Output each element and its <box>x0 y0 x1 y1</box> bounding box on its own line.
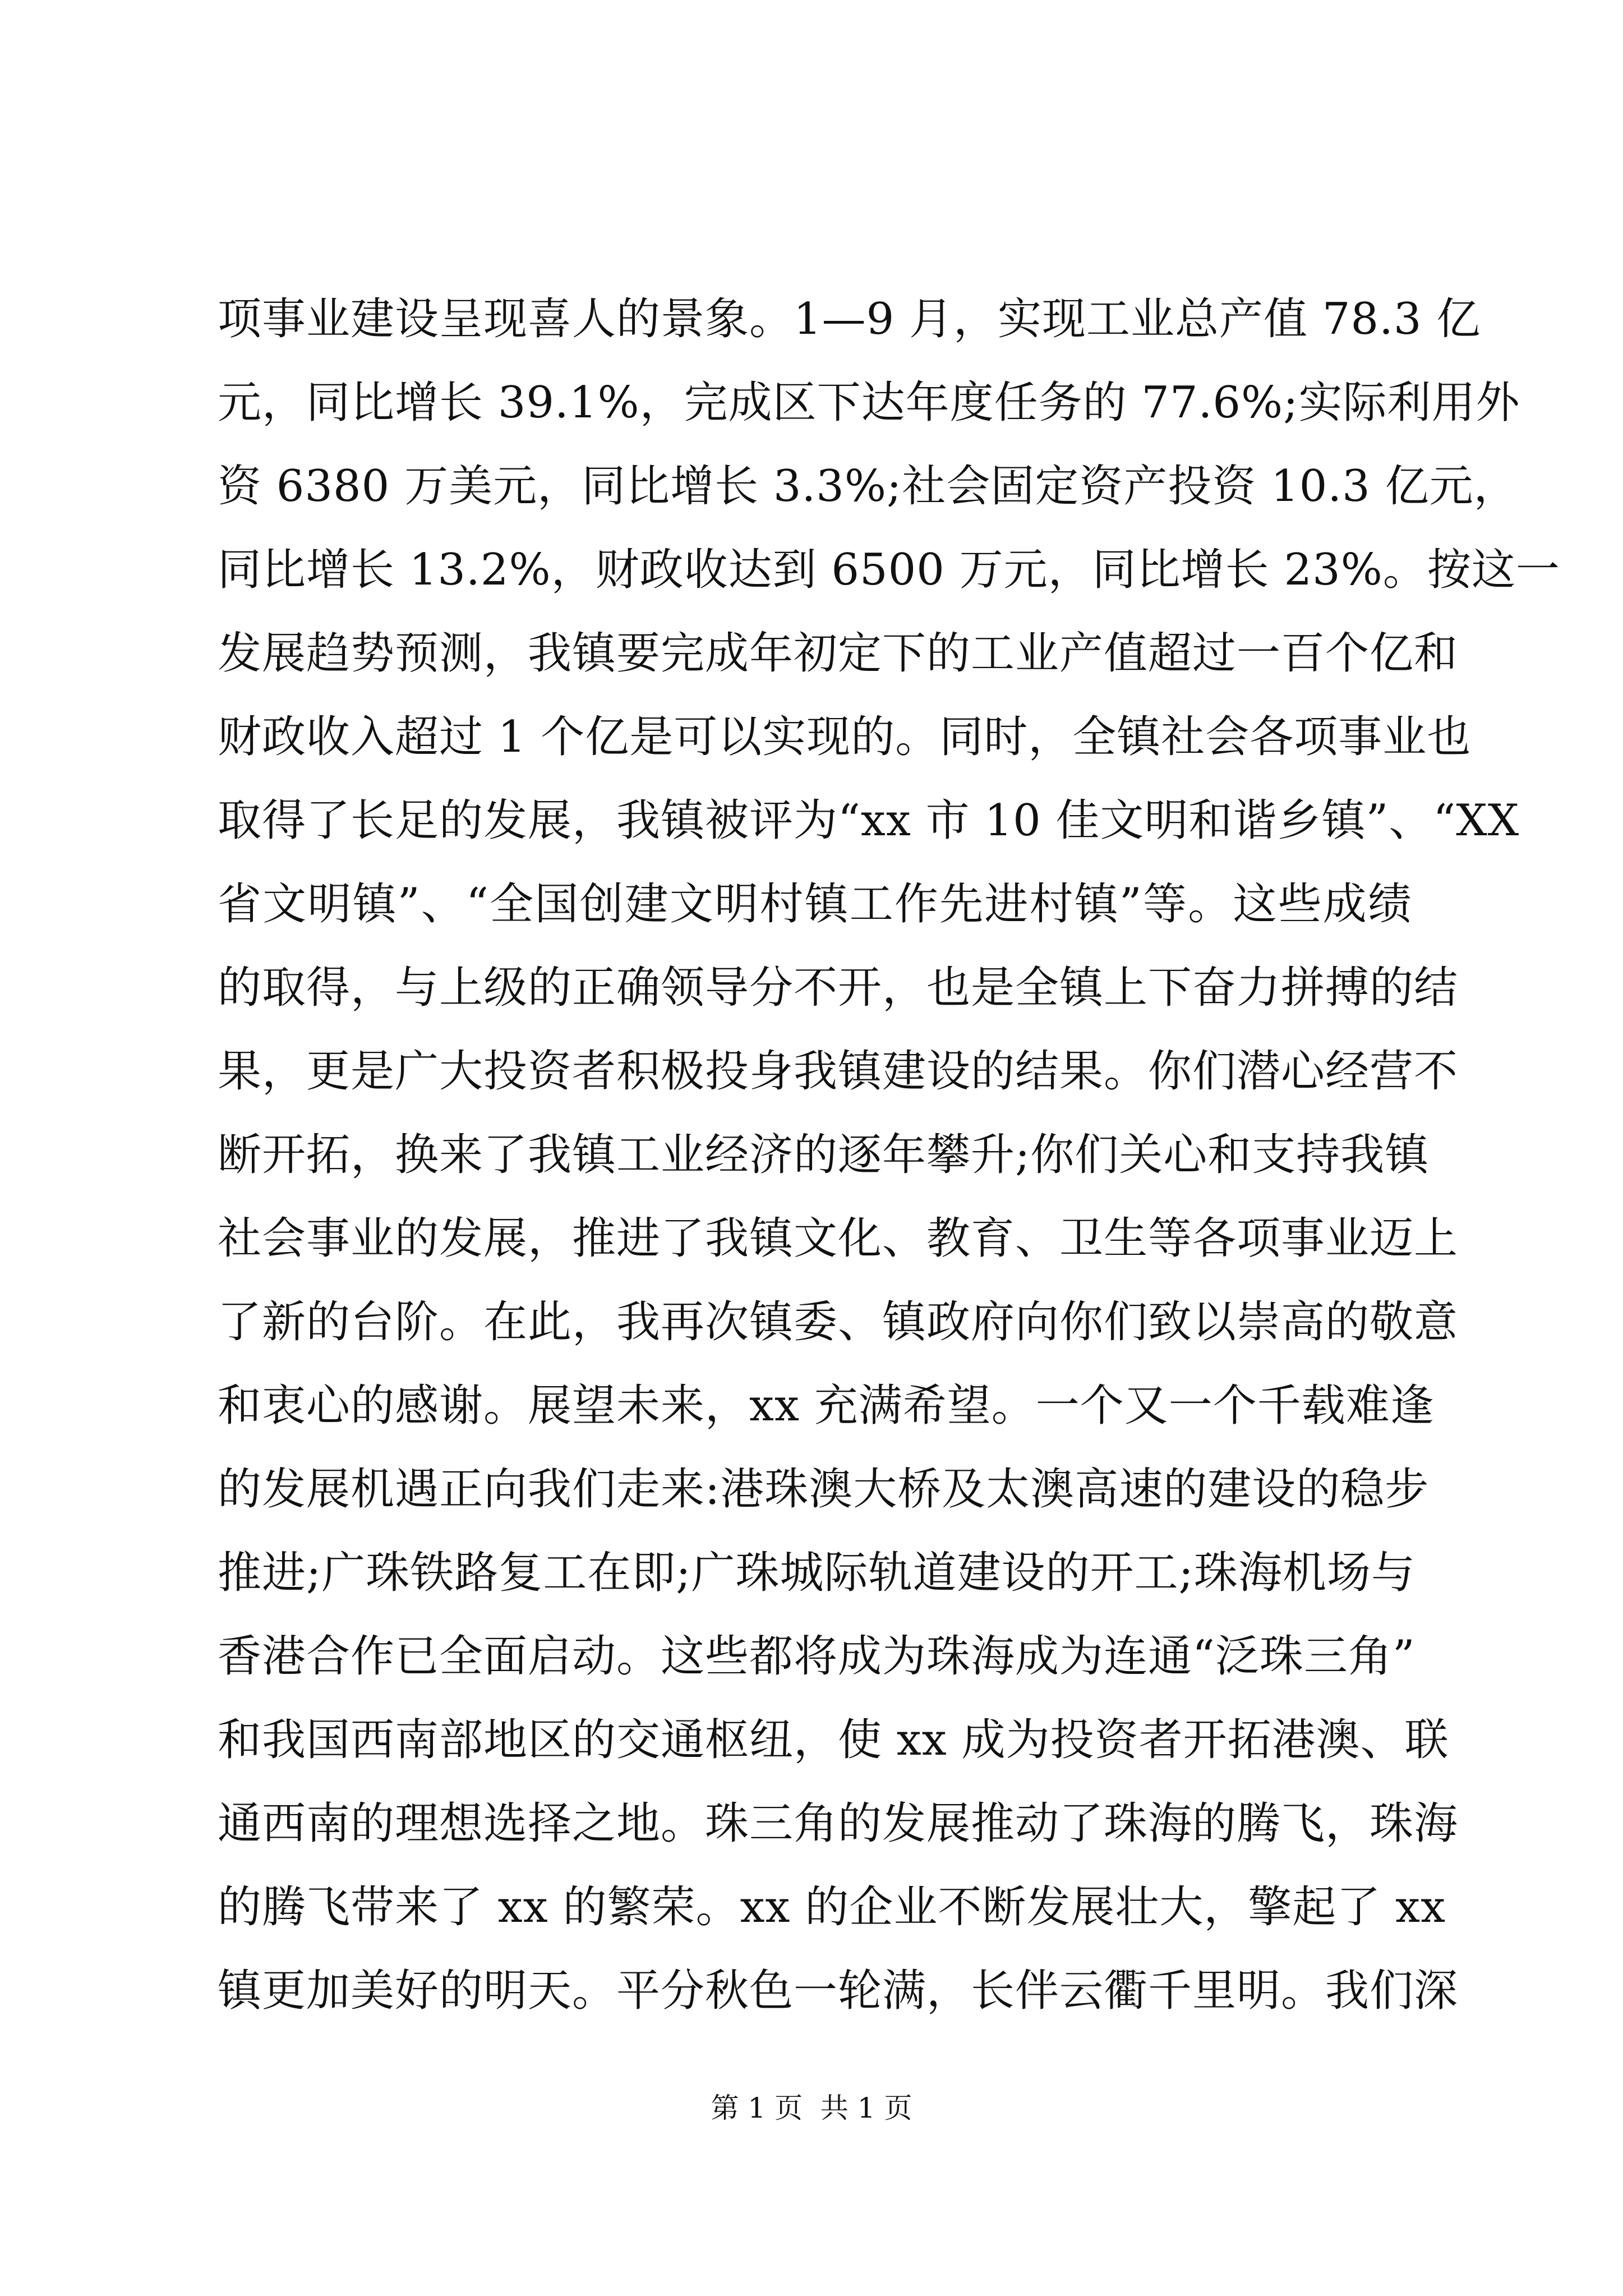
page-footer: 第 1 页 共 1 页 <box>711 2092 912 2124</box>
text-line: 断开拓，换来了我镇工业经济的逐年攀升;你们关心和支持我镇 <box>218 1130 1430 1180</box>
text-line: 社会事业的发展，推进了我镇文化、教育、卫生等各项事业迈上 <box>218 1213 1459 1264</box>
text-line: 香港合作已全面启动。这些都将成为珠海成为连通“泛珠三角” <box>218 1631 1415 1682</box>
text-line: 项事业建设呈现喜人的景象。1—9 月，实现工业总产值 78.3 亿 <box>218 294 1481 344</box>
text-line: 通西南的理想选择之地。珠三角的发展推动了珠海的腾飞，珠海 <box>218 1798 1459 1849</box>
text-line: 资 6380 万美元，同比增长 3.3%;社会固定资产投资 10.3 亿元， <box>218 461 1518 512</box>
text-line: 了新的台阶。在此，我再次镇委、镇政府向你们致以崇高的敬意 <box>218 1297 1459 1347</box>
text-line: 果，更是广大投资者积极投身我镇建设的结果。你们潜心经营不 <box>218 1046 1459 1097</box>
body-text <box>218 278 1560 2033</box>
text-line: 同比增长 13.2%，财政收达到 6500 万元，同比增长 23%。按这一 <box>218 545 1560 595</box>
text-line: 的发展机遇正向我们走来:港珠澳大桥及太澳高速的建设的稳步 <box>218 1464 1430 1515</box>
text-line: 的取得，与上级的正确领导分不开，也是全镇上下奋力拼搏的结 <box>218 963 1459 1013</box>
text-line: 推进;广珠铁路复工在即;广珠城际轨道建设的开工;珠海机场与 <box>218 1548 1415 1598</box>
text-line: 元，同比增长 39.1%，完成区下达年度任务的 77.6%;实际利用外 <box>218 378 1520 428</box>
text-line: 取得了长足的发展，我镇被评为“xx 市 10 佳文明和谐乡镇”、“XX <box>218 795 1520 846</box>
text-line: 和衷心的感谢。展望未来，xx 充满希望。一个又一个千载难逢 <box>218 1381 1435 1431</box>
text-line: 镇更加美好的明天。平分秋色一轮满，长伴云衢千里明。我们深 <box>218 1966 1459 2016</box>
text-line: 省文明镇”、“全国创建文明村镇工作先进村镇”等。这些成绩 <box>218 879 1412 930</box>
text-line: 财政收入超过 1 个亿是可以实现的。同时，全镇社会各项事业也 <box>218 712 1472 762</box>
text-line: 发展趋势预测，我镇要完成年初定下的工业产值超过一百个亿和 <box>218 628 1459 679</box>
text-line: 的腾飞带来了 xx 的繁荣。xx 的企业不断发展壮大，擎起了 xx <box>218 1882 1446 1932</box>
text-line: 和我国西南部地区的交通枢纽，使 xx 成为投资者开拓港澳、联 <box>218 1715 1449 1765</box>
